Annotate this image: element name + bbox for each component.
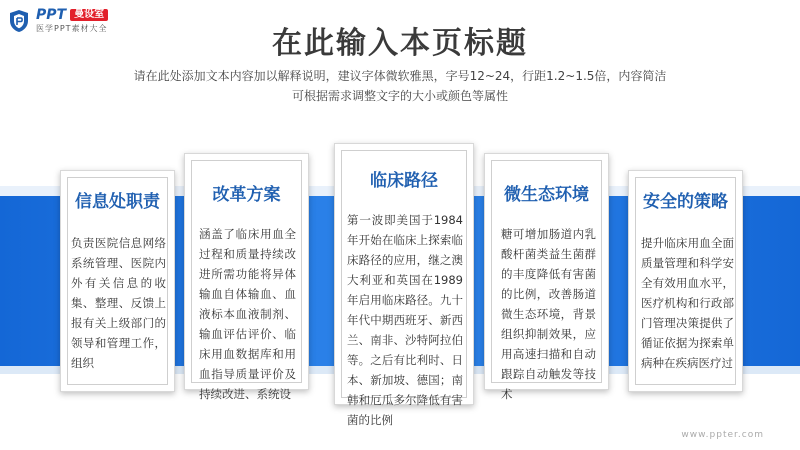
card-reform-plan <box>184 153 309 401</box>
logo-brand: PPT <box>36 7 67 23</box>
card-body: 负责医院信息网络系统管理、医院内外有关信息的收集、整理、反馈上报有关上级部门的领导和管理工作，组织 <box>71 236 166 370</box>
subtitle-line-1: 请在此处添加文本内容加以解释说明，建议字体微软雅黑，字号12~24，行距1.2~1.5倍，内容简洁 <box>133 69 667 83</box>
card-body: 糖可增加肠道内乳酸杆菌类益生菌群的丰度降低有害菌的比例，改善肠道微生态环境，背景组织抑制效果，应用高速扫描和自动跟踪自动触发等技术 <box>501 227 596 401</box>
card-body: 第一波即美国于1984年开始在临床上探索临床路径的应用，继之澳大利亚和英国在1989年启用临床路径。九十年代中期西班牙、新西兰、南非、沙特阿拉伯等。之后有比利时、日本、新加坡、德国；南韩和厄瓜多尔降低有害菌的比例 <box>347 213 463 427</box>
card-body: 提升临床用血全面质量管理和科学安全有效用血水平，医疗机构和行政部门管理决策提供了循证依据为探索单病种在疾病医疗过 <box>641 236 734 370</box>
footer-watermark: www.ppter.com <box>681 430 764 440</box>
page-subtitle <box>0 66 800 106</box>
card-heading: 临床路径 <box>370 171 438 191</box>
card-heading: 安全的策略 <box>643 192 728 212</box>
card-microecology <box>484 153 609 401</box>
card-heading: 改革方案 <box>212 185 281 205</box>
page-title: 在此输入本页标题 <box>272 26 528 61</box>
card-safety-strategy <box>628 170 743 392</box>
card-heading: 微生态环境 <box>504 185 589 205</box>
logo-badge: 曼设室 <box>70 9 108 21</box>
card-clinical-pathway <box>334 143 474 427</box>
card-information-duty <box>60 170 175 392</box>
subtitle-line-2: 可根据需求调整文字的大小或颜色等属性 <box>291 89 508 103</box>
logo-tagline: 医学PPT素材大全 <box>36 24 108 33</box>
card-heading: 信息处职责 <box>75 192 160 212</box>
card-body: 涵盖了临床用血全过程和质量持续改进所需功能将异体输血自体输血、血液标本血液制剂、输血评估评价、临床用血数据库和用血指导质量评价及持续改进、系统设 <box>199 227 296 401</box>
